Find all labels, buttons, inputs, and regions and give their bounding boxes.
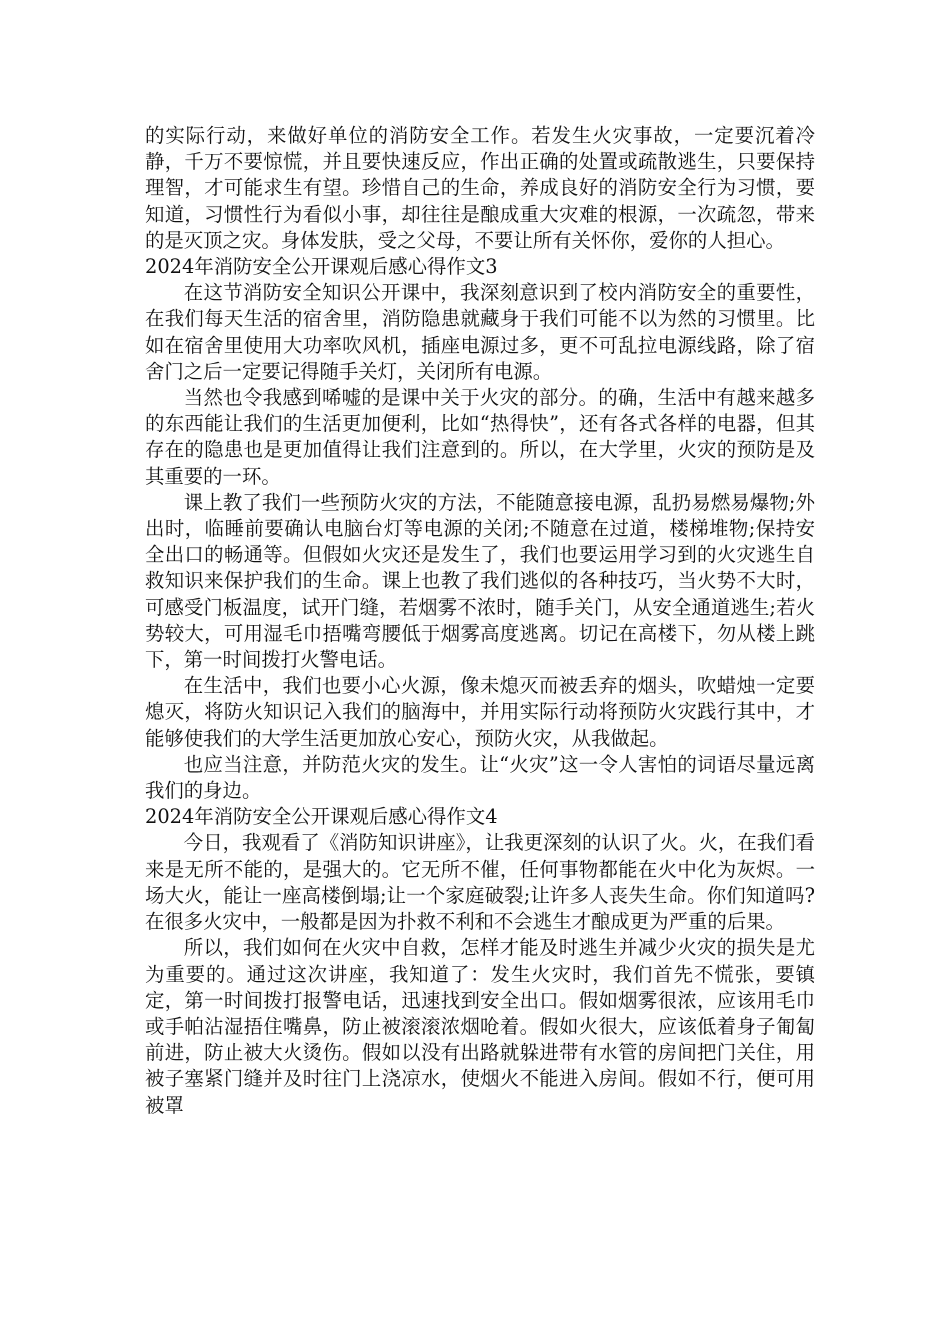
section-heading: 2024年消防安全公开课观后感心得作文4 [145,805,498,829]
body-paragraph: 也应当注意，并防范火灾的发生。让“火灾”这一令人害怕的词语尽量远离我们的身边。 [145,752,815,803]
body-paragraph: 的实际行动，来做好单位的消防安全工作。若发生火灾事故，一定要沉着冷静，千万不要惊慌，并且要快速反应，作出正确的处置或疏散逃生，只要保持理智，才可能求生有望。珍惜自己的生命，养成良好的消防安全行为习惯，要知道，习惯性行为看似小事，却往往是酿成重大灾难的根源，一次疏忽，带来的是灭顶之灾。身体发肤，受之父母，不要让所有关怀你，爱你的人担心。 [145,124,815,252]
section-heading: 2024年消防安全公开课观后感心得作文3 [145,255,498,279]
body-paragraph: 今日，我观看了《消防知识讲座》，让我更深刻的认识了火。火，在我们看来是无所不能的，是强大的。它无所不催，任何事物都能在火中化为灰烬。一场大火，能让一座高楼倒塌;让一个家庭破裂;让许多人丧失生命。你们知道吗?在很多火灾中，一般都是因为扑救不利和不会逃生才酿成更为严重的后果。 [145,831,815,934]
body-paragraph: 在生活中，我们也要小心火源，像未熄灭而被丢弃的烟头，吹蜡烛一定要熄灭，将防火知识记入我们的脑海中，并用实际行动将预防火灾践行其中，才能够使我们的大学生活更加放心安心，预防火灾，从我做起。 [145,674,815,750]
body-paragraph: 当然也令我感到唏嘘的是课中关于火灾的部分。的确，生活中有越来越多的东西能让我们的生活更加便利，比如“热得快”，还有各式各样的电器，但其存在的隐患也是更加值得让我们注意到的。所以，在大学里，火灾的预防是及其重要的一环。 [145,386,815,488]
document-page [145,123,815,1119]
body-paragraph: 在这节消防安全知识公开课中，我深刻意识到了校内消防安全的重要性，在我们每天生活的宿舍里，消防隐患就藏身于我们可能不以为然的习惯里。比如在宿舍里使用大功率吹风机，插座电源过多，更不可乱拉电源线路，除了宿舍门之后一定要记得随手关灯，关闭所有电源。 [145,281,815,383]
body-paragraph: 所以，我们如何在火灾中自救，怎样才能及时逃生并减少火灾的损失是尤为重要的。通过这次讲座，我知道了：发生火灾时，我们首先不慌张，要镇定，第一时间拨打报警电话，迅速找到安全出口。假如烟雾很浓，应该用毛巾或手帕沾湿捂住嘴鼻，防止被滚滚浓烟呛着。假如火很大，应该低着身子匍匐前进，防止被大火烫伤。假如以没有出路就躲进带有水管的房间把门关住，用被子塞紧门缝并及时往门上浇凉水，使烟火不能进入房间。假如不行，便可用被罩 [145,936,815,1117]
body-paragraph: 课上教了我们一些预防火灾的方法，不能随意接电源，乱扔易燃易爆物;外出时，临睡前要确认电脑台灯等电源的关闭;不随意在过道，楼梯堆物;保持安全出口的畅通等。但假如火灾还是发生了，我们也要运用学习到的火灾逃生自救知识来保护我们的生命。课上也教了我们逃似的各种技巧，当火势不大时，可感受门板温度，试开门缝，若烟雾不浓时，随手关门，从安全通道逃生;若火势较大，可用湿毛巾捂嘴弯腰低于烟雾高度逃离。切记在高楼下，勿从楼上跳下，第一时间拨打火警电话。 [145,490,815,672]
